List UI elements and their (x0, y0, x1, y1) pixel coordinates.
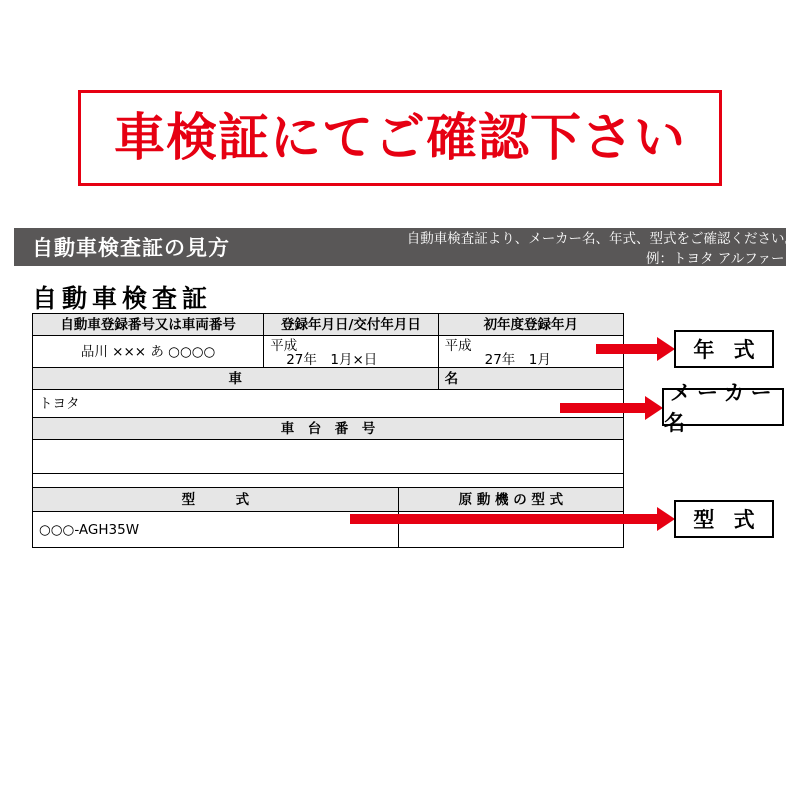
header-engine-model: 原 動 機 の 型 式 (399, 488, 623, 512)
notice-banner-text: 車検証にてご確認下さい (113, 108, 686, 168)
table-row (33, 488, 623, 512)
section-note-line2: 例：トヨタ アルファード (646, 250, 798, 267)
callout-model (674, 500, 774, 538)
certificate-title: 自動車検査証 (32, 284, 213, 313)
callout-model-label: 型 式 (693, 508, 761, 532)
value-first-registration-value: 27年 1月 (484, 352, 551, 368)
header-registration-number: 自動車登録番号又は車両番号 (33, 314, 264, 336)
table-row-spacer (33, 474, 623, 488)
callout-year (674, 330, 774, 368)
certificate-table (32, 313, 624, 548)
header-name: 名 (439, 368, 623, 390)
callout-maker-label: メーカー名 (664, 381, 778, 435)
callout-maker (662, 381, 784, 435)
header-first-registration: 初年度登録年月 (439, 314, 623, 336)
value-maker: トヨタ (33, 390, 623, 418)
table-row (33, 368, 623, 390)
arrow-to-year-callout (596, 344, 658, 354)
table-row (33, 314, 623, 336)
value-registration-date-era: 平成 (270, 338, 298, 354)
value-registration-date (264, 336, 438, 368)
section-title: 自動車検査証の見方 (32, 236, 230, 260)
value-registration-number: 品川 ××× あ ○○○○ (33, 336, 264, 368)
arrow-to-maker-callout (560, 403, 646, 413)
value-first-registration-era: 平成 (444, 338, 472, 354)
header-vehicle: 車 (33, 368, 439, 390)
callout-year-label: 年 式 (693, 338, 761, 362)
header-chassis-number: 車 台 番 号 (33, 418, 623, 440)
header-model: 型 式 (33, 488, 399, 512)
section-note-line1: 自動車検査証より、メーカー名、年式、型式をご確認ください。 (406, 231, 798, 247)
value-model: ○○○-AGH35W (33, 512, 399, 548)
table-row (33, 440, 623, 474)
header-registration-date: 登録年月日/交付年月日 (264, 314, 438, 336)
notice-banner (78, 90, 722, 186)
section-note (368, 230, 798, 269)
table-row (33, 336, 623, 368)
arrow-to-model-callout (350, 514, 658, 524)
table-row (33, 390, 623, 418)
value-registration-date-value: 27年 1月×日 (286, 352, 378, 368)
spacer-cell (33, 474, 623, 488)
table-row (33, 418, 623, 440)
value-chassis-number (33, 440, 623, 474)
inspection-certificate (14, 275, 642, 547)
